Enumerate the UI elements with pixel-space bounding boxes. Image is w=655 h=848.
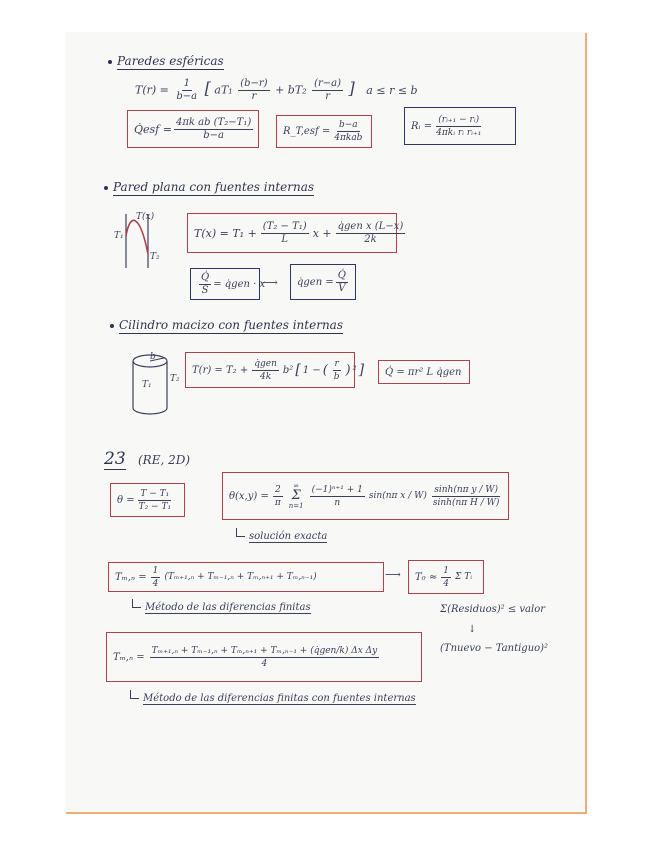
theta-definition-box: θ = $\frac{\text{T − T₁}}{\text{T₂ − T₁}}$	[110, 483, 185, 517]
flux-equation-box: $\frac{Q̇}{S}$ = q̇gen · x	[190, 268, 260, 300]
corner-arrow-icon	[130, 690, 139, 699]
spherical-resistance-box: R_T,esf = $\frac{b-a}{\text{4πkab}}$	[276, 115, 372, 148]
cylinder-surface-temp-label: T₂	[170, 374, 180, 384]
residual-definition: (Tnuevo − Tantiguo)²	[440, 643, 549, 654]
residual-criterion: Σ(Residuos)² ≤ valor	[440, 604, 545, 615]
finite-difference-box: Tₘ,ₙ = $\frac{1}{4}$ (Tₘ₊₁,ₙ + Tₘ₋₁,ₙ + Tₘ,ₙ₊₁ + Tₘ,ₙ₋₁)	[108, 562, 384, 592]
exact-solution-note: solución exacta	[236, 528, 327, 542]
arrow-right-icon: ⟶	[262, 276, 278, 289]
finite-difference-note: Método de las diferencias finitas	[132, 599, 311, 613]
spherical-heat-rate-box: Q̇esf = $\frac{\text{4πk ab (T₂−T₁)}}{b-a}$	[127, 110, 259, 148]
section-title-flat-wall: Pared plana con fuentes internas	[104, 180, 314, 194]
layer-resistance-box: Rᵢ = $\frac{\text{(rᵢ₊₁ − rᵢ)}}{\text{4πkᵢ rᵢ rᵢ₊₁}}$	[404, 107, 516, 145]
bullet-icon	[110, 324, 114, 328]
corner-arrow-icon	[236, 528, 245, 537]
spherical-temperature-equation: T(r) = $\frac{1}{b-a}$ [ aT₁ $\frac{(b-r)}{r}$ + bT₂ $\frac{(r-a)}{r}$ ] a ≤ r ≤ b	[135, 78, 418, 102]
cylinder-temperature-box: T(r) = T₂ + $\frac{\text{q̇gen}}{4k}$ b² [ 1 − ( $\frac{r}{b}$ ) ² ]	[185, 352, 355, 388]
bullet-icon	[108, 60, 112, 64]
average-temperature-box: T₀ ≈ $\frac{1}{4}$ Σ Tᵢ	[408, 560, 484, 594]
corner-arrow-icon	[132, 599, 141, 608]
qgen-definition-box: q̇gen = $\frac{Q̇}{V}$	[290, 264, 356, 300]
section-title-spherical: Paredes esféricas	[108, 54, 224, 68]
cylinder-heat-box: Q̇ = πr² L q̇gen	[378, 360, 470, 384]
exact-solution-box: θ(x,y) = $\frac{2}{\pi}$ ∞ Σ n=1 $\frac{\text{(−1)ⁿ⁺¹ + 1}}{n}$ sin(nπ x / W) $\frac{\text{sinh(nπ y / W)}}{\text{sinh(nπ H / W)}}$	[222, 472, 509, 520]
cylinder-radius-label: b	[150, 352, 156, 362]
section-title-cylinder: Cilindro macizo con fuentes internas	[110, 318, 343, 332]
finite-difference-generation-box: Tₘ,ₙ = $\frac{\text{Tₘ₊₁,ₙ + Tₘ₋₁,ₙ + Tₘ,ₙ₊₁ + Tₘ,ₙ₋₁ + (q̇gen/k) Δx Δy}}{4}$	[106, 632, 422, 682]
problem-subtitle: (RE, 2D)	[138, 453, 191, 467]
arrow-right-icon: ⟶	[385, 568, 401, 581]
graph-label-t1: T₁	[114, 231, 124, 241]
cylinder-inner-temp-label: T₁	[142, 380, 152, 390]
flat-wall-temperature-box: T(x) = T₁ + $\frac{\text{(T₂ − T₁)}}{L}$ x + $\frac{\text{q̇gen x (L−x)}}{2k}$	[187, 213, 397, 253]
finite-difference-generation-note: Método de las diferencias finitas con fuentes internas	[130, 690, 416, 704]
residual-arrow: ↓	[468, 624, 477, 635]
bullet-icon	[104, 186, 108, 190]
problem-number: 23	[104, 449, 126, 469]
graph-label-t2: T₂	[150, 252, 160, 262]
graph-label-tx: T(x)	[136, 212, 155, 222]
temperature-curve	[126, 220, 148, 254]
